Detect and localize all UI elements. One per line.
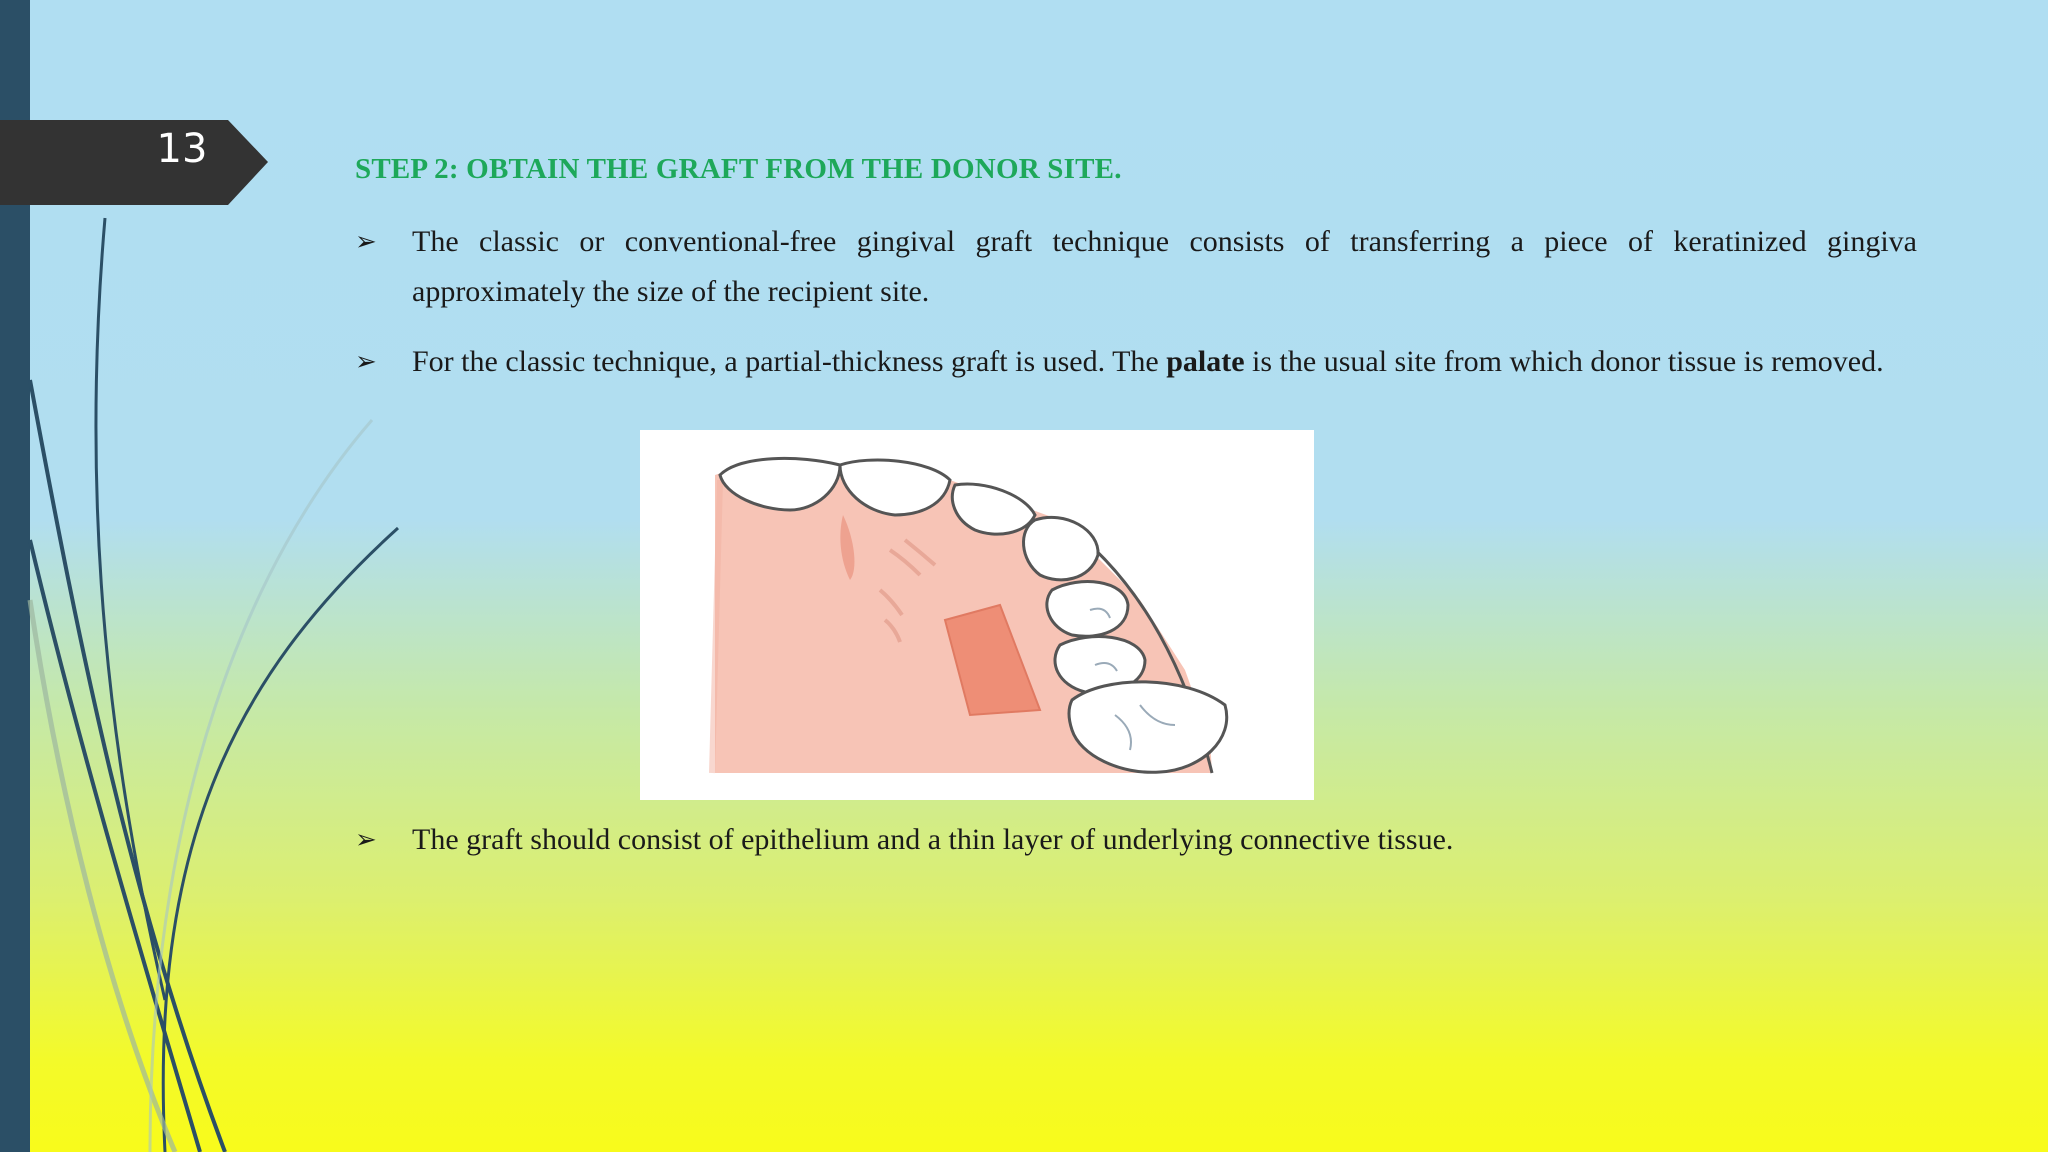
bullet-bold-term: palate	[1166, 345, 1245, 378]
bullet-item-1	[355, 217, 1917, 317]
arrowhead-bullet-icon: ➢	[355, 227, 377, 257]
palate-illustration-svg	[640, 430, 1314, 800]
bullet-text-part: is the usual site from which donor tissue is removed.	[1244, 345, 1884, 378]
page-number-tab	[0, 120, 268, 205]
page-number: 13	[156, 126, 208, 172]
bullet-text-part: For the classic technique, a partial-thickness graft is used. The	[412, 345, 1167, 378]
bullet-text: The classic or conventional-free gingival graft technique consists of transferring a piece of keratinized gingiva approximately the size of the recipient site.	[412, 225, 1917, 308]
bullet-text: The graft should consist of epithelium and a thin layer of underlying connective tissue.	[412, 823, 1454, 856]
bullet-item-3	[355, 815, 1917, 865]
slide-heading: STEP 2: OBTAIN THE GRAFT FROM THE DONOR SITE.	[355, 153, 1122, 185]
arrowhead-bullet-icon: ➢	[355, 825, 377, 855]
palate-donor-site-illustration	[640, 430, 1314, 800]
bullet-item-2	[355, 337, 1917, 387]
arrowhead-bullet-icon: ➢	[355, 347, 377, 377]
bullet-text	[412, 337, 1917, 387]
